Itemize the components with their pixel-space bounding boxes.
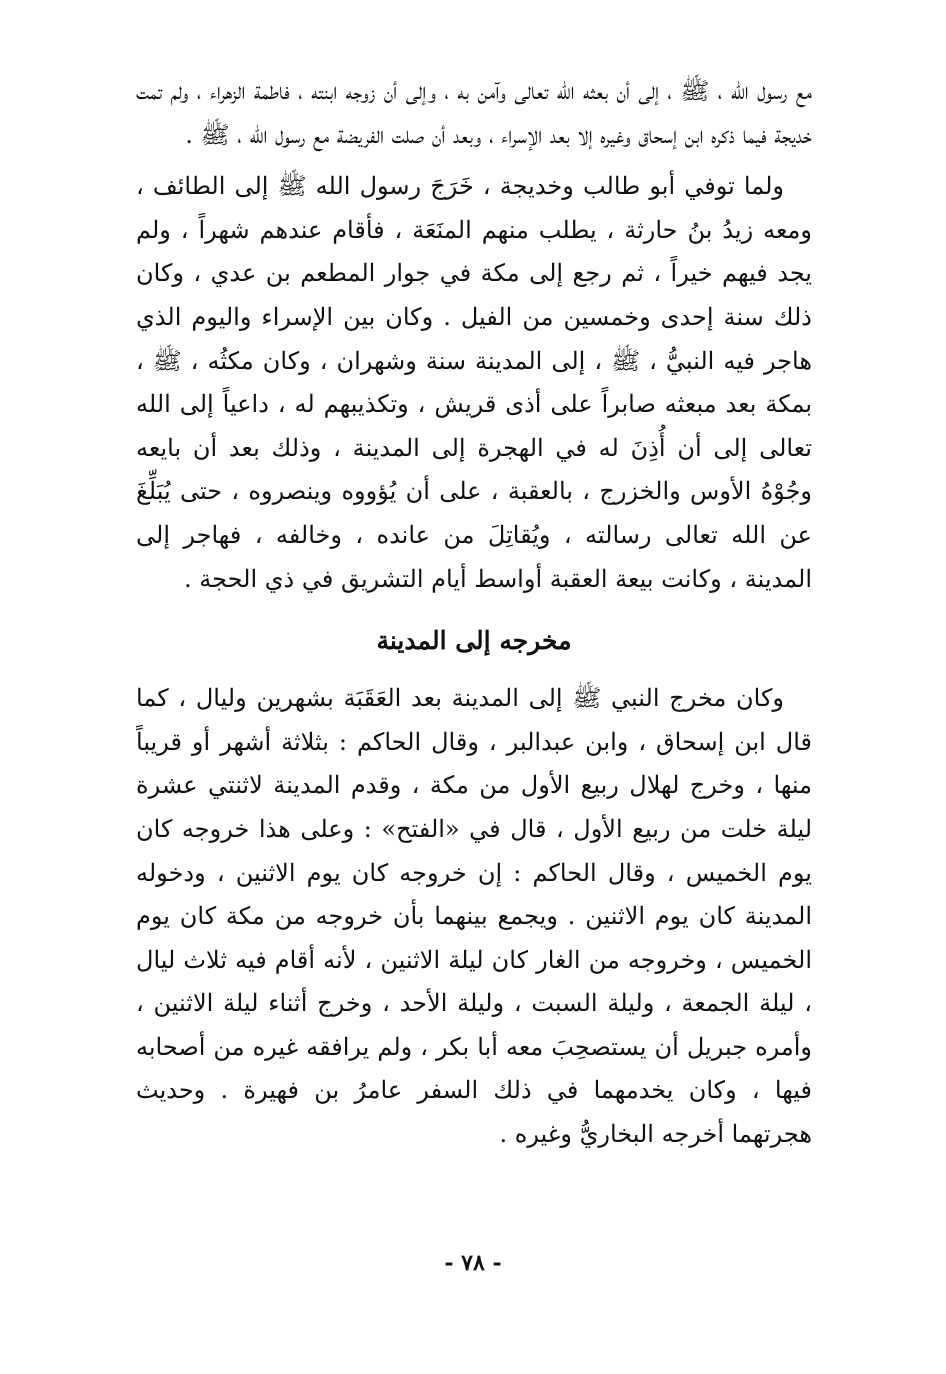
paragraph-2: ولما توفي أبو طالب وخديجة ، خَرَجَ رسول الله ﷺ إلى الطائف ، ومعه زيدُ بنُ حارثة ، يطلب منهم المنَعَة ، فأقام عندهم شهراً ، ولم يجد فيهم خيراً ، ثم رجع إلى مكة في جوار المطعم بن عدي ، وكان ذلك سنة إحدى وخمسين من الفيل . وكان بين الإسراء واليوم الذي هاجر فيه النبيُّ ، ﷺ ، إلى المدينة سنة وشهران ، وكان مكثُه ، ﷺ ، بمكة بعد مبعثه صابراً على أذى قريش ، وتكذيبهم له ، داعياً إلى الله تعالى إلى أن أُذِنَ له في الهجرة إلى المدينة ، وذلك بعد أن بايعه وجُوْهُ الأوس والخزرج ، بالعقبة ، على أن يُؤووه وينصروه ، حتى يُبَلِّغَ عن الله تعالى رسالته ، ويُقاتِلَ من عانده ، وخالفه ، فهاجر إلى المدينة ، وكانت بيعة العقبة أواسط أيام التشريق في ذي الحجة .: [136, 172, 812, 593]
section-heading: مخرجه إلى المدينة: [376, 626, 572, 656]
paragraph-3: وكان مخرج النبي ﷺ إلى المدينة بعد العَقَبَة بشهرين وليال ، كما قال ابن إسحاق ، وابن عبدالبر ، وقال الحاكم : بثلاثة أشهر أو قريباً منها ، وخرج لهلال ربيع الأول من مكة ، وقدم المدينة لاثنتي عشرة ليلة خلت من ربيع الأول ، قال في «الفتح» : وعلى هذا خروجه كان يوم الخميس ، وقال الحاكم : إن خروجه كان يوم الاثنين ، ودخوله المدينة كان يوم الاثنين . ويجمع بينهما بأن خروجه من مكة كان يوم الخميس ، وخروجه من الغار كان ليلة الاثنين ، لأنه أقام فيه ثلاث ليال ، ليلة الجمعة ، وليلة السبت ، وليلة الأحد ، وخرج أثناء ليلة الاثنين ، وأمره جبريل أن يستصحِبَ معه أبا بكر ، ولم يرافقه غيره من أصحابه فيها ، وكان يخدمهما في ذلك السفر عامرُ بن فهيرة . وحديث هجرتهما أخرجه البخاريُّ وغيره .: [136, 684, 813, 1149]
page-number: - ٧٨ -: [444, 1250, 502, 1276]
page-text: [136, 70, 812, 1157]
paragraph-1: مع رسول الله ، ﷺ ، إلى أن بعثه الله تعالى وآمن به ، وإلى أن زوجه ابنته ، فاطمة الزهراء ، ولم تمت خديجة فيما ذكره ابن إسحاق وغيره إلا بعد الإسراء ، وبعد أن صلت الفريضة مع رسول الله ، ﷺ .: [136, 77, 812, 149]
